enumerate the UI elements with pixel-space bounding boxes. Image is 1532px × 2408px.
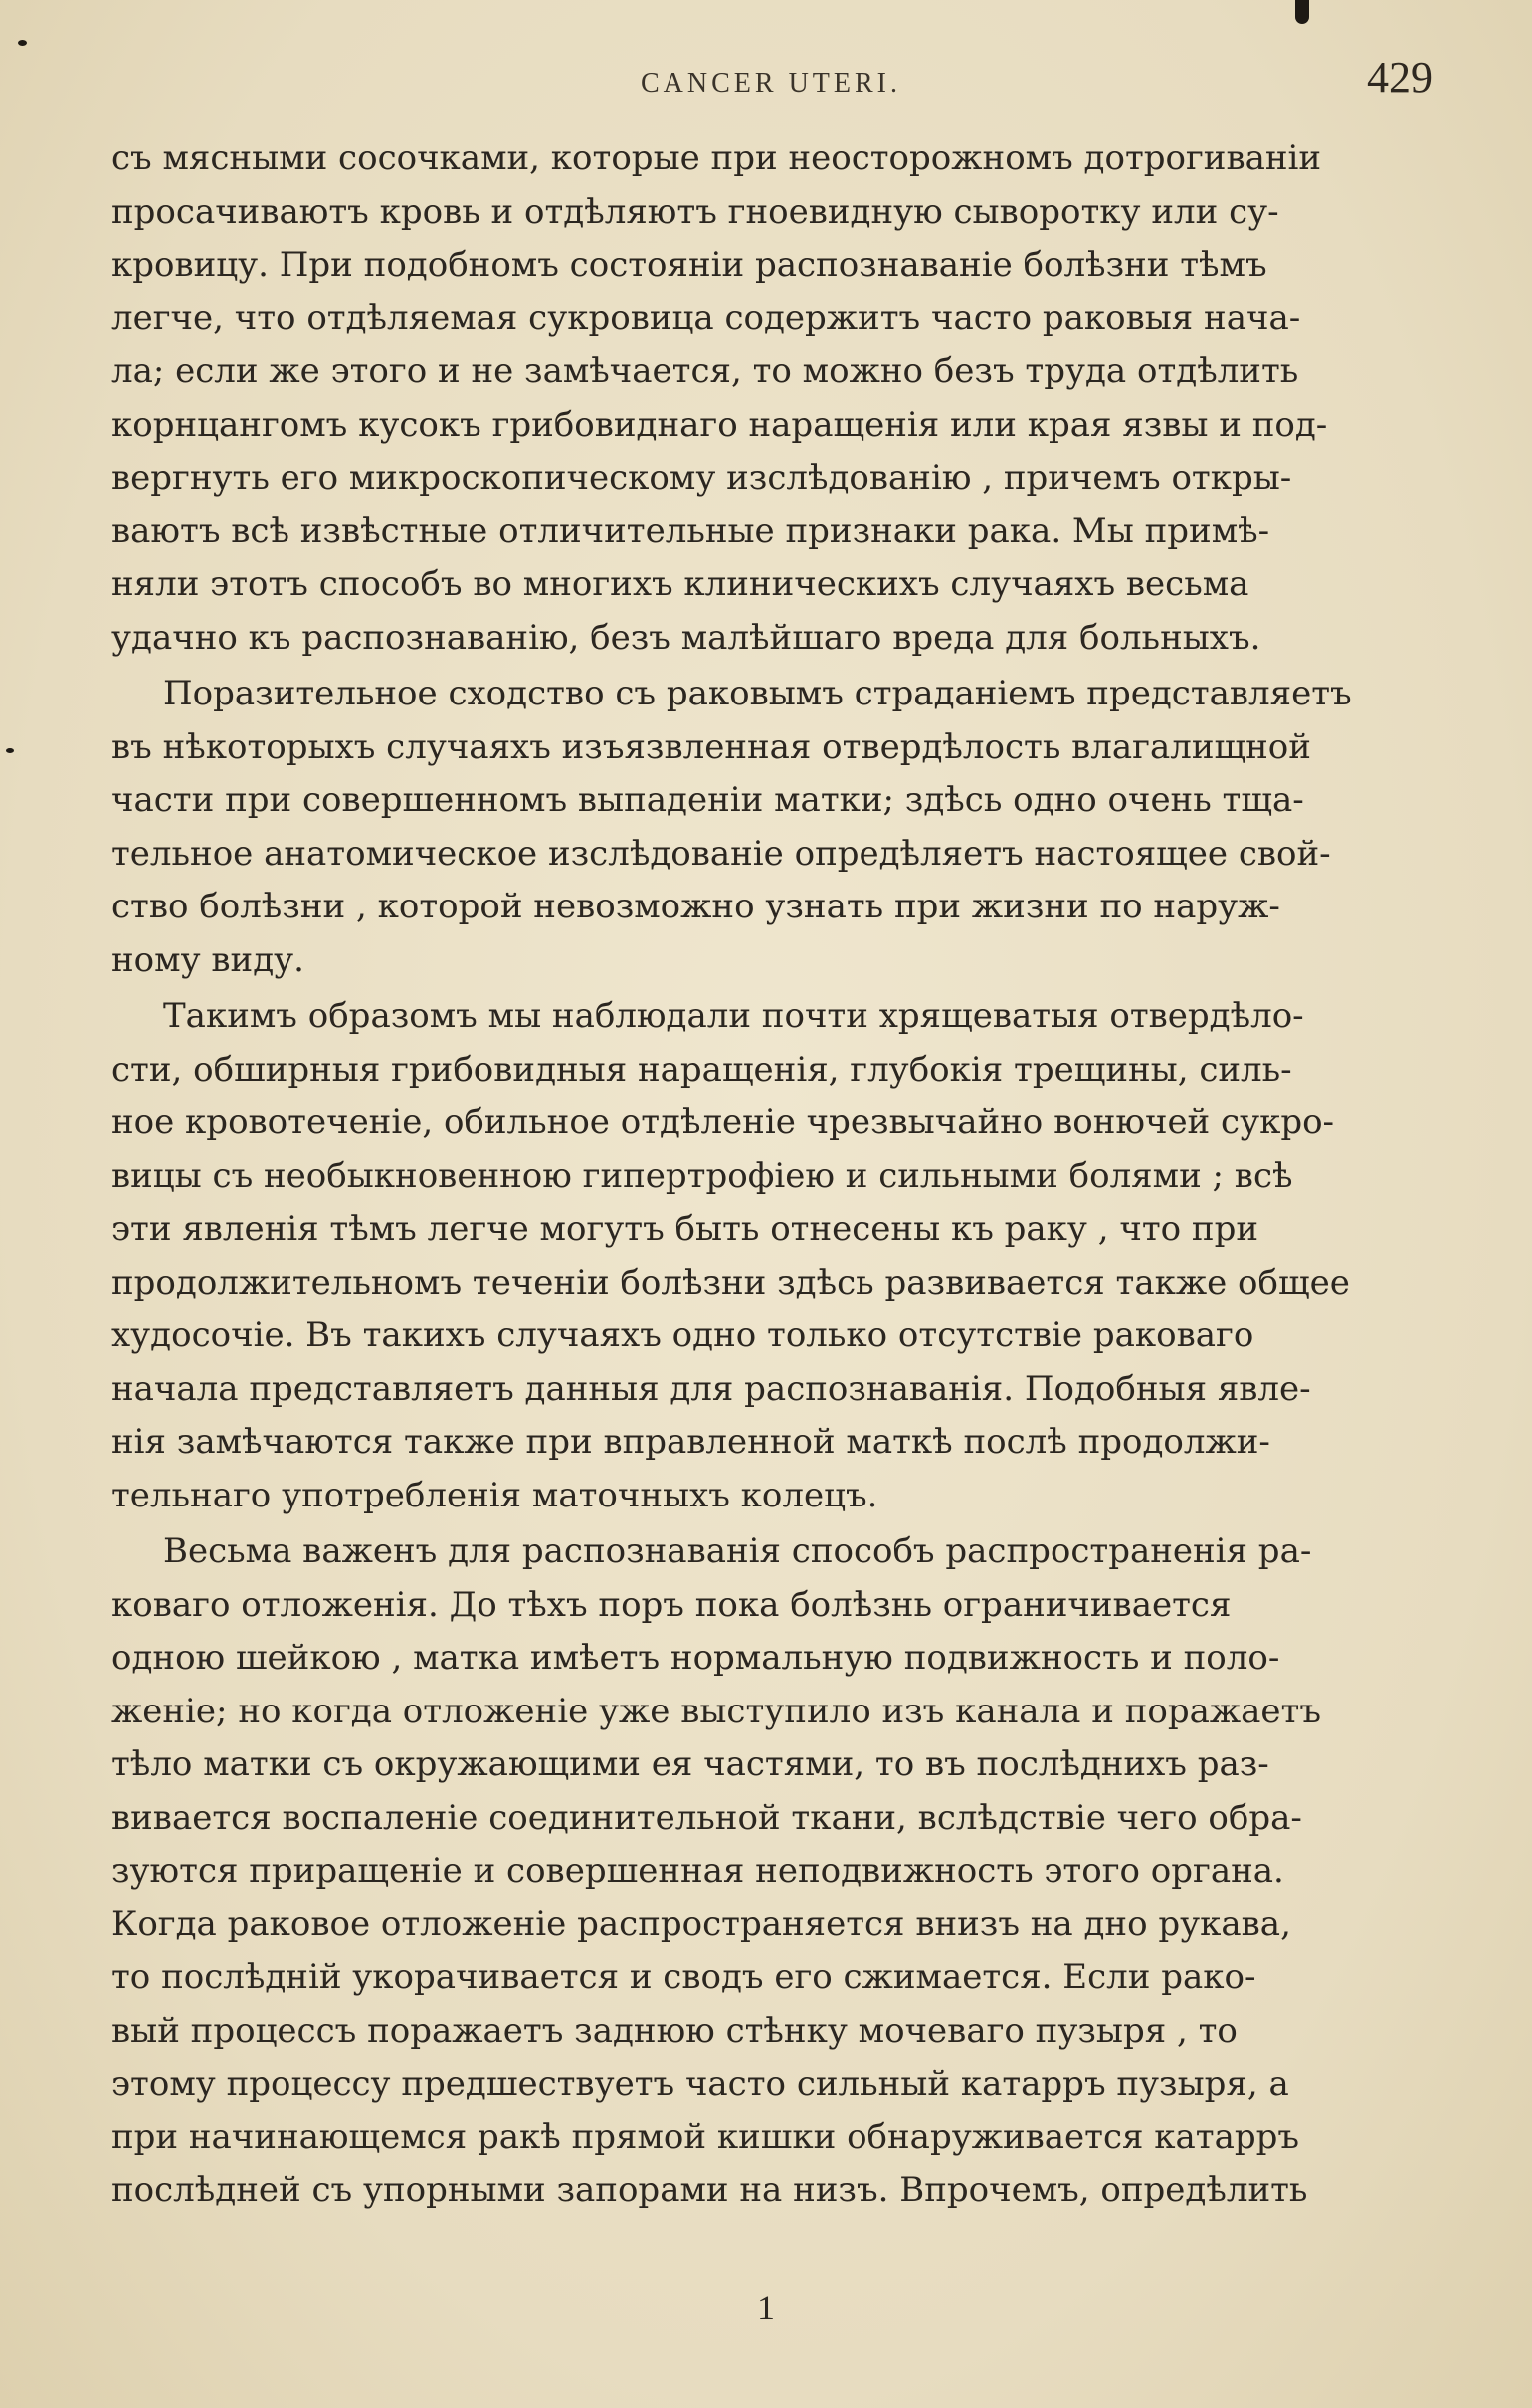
signature-mark: 1	[757, 2288, 775, 2327]
body-text	[111, 132, 1435, 2221]
page-number: 429	[1367, 53, 1433, 101]
ink-dot	[6, 748, 14, 753]
page-header	[109, 52, 1433, 111]
paragraph: съ мясными сосочками, которые при неосторожномъ дотрогиванiи просачиваютъ кровь и отдѣляютъ гноевидную сыворотку или су- кровицу. При подобномъ состоянiи распознаванiе болѣзни тѣмъ легче, что отдѣляемая сукровица содержитъ часто раковыя нача- ла; если же этого и не замѣчается, то можно безъ труда отдѣлить корнцангомъ кусокъ грибовиднаго наращенiя или края язвы и под- вергнуть его микроскопическому изслѣдованiю , причемъ откры- ваютъ всѣ извѣстные отличительные признаки рака. Мы примѣ- няли этотъ способъ во многихъ клиническихъ случаяхъ весьма удачно къ распознаванiю, безъ малѣйшаго вреда для больныхъ.	[111, 138, 1328, 658]
paragraph: Такимъ образомъ мы наблюдали почти хрящеватыя отвердѣло- сти, обширныя грибовидныя наращенiя, глубокiя трещины, силь- ное кровотеченiе, обильное отдѣленiе чрезвычайно вонючей сукро- вицы съ необыкновенною гипертрофiею и сильными болями ; всѣ эти явленiя тѣмъ легче могутъ быть отнесены къ раку , что при продолжительномъ теченiи болѣзни здѣсь развивается также общее худосочiе. Въ такихъ случаяхъ одно только отсутствiе раковаго начала представляетъ данныя для распознаванiя. Подобныя явле- нiя замѣчаются также при вправленной маткѣ послѣ продолжи- тельнаго употребленiя маточныхъ колецъ.	[111, 996, 1350, 1515]
paragraph: Весьма важенъ для распознаванiя способъ распространенiя ра- коваго отложенiя. До тѣхъ поръ пока болѣзнь ограничивается одною шейкою , матка имѣетъ нормальную подвижность и поло- женiе; но когда отложенiе уже выступило изъ канала и поражаетъ тѣло матки съ окружающими ея частями, то въ послѣднихъ раз- вивается воспаленiе соединительной ткани, вслѣдствiе чего обра- зуются приращенiе и совершенная неподвижность этого органа. Когда раковое отложенiе распространяется внизъ на дно рукава, то послѣднiй укорачивается и сводъ его сжимается. Если рако- вый процессъ поражаетъ заднюю стѣнку мочеваго пузыря , то этому процессу предшествуетъ часто сильный катарръ пузыря, а при начинающемся ракѣ прямой кишки обнаруживается катарръ послѣдней съ упорными запорами на низъ. Впрочемъ, опредѣлить	[111, 1531, 1321, 2210]
ink-dot	[18, 40, 27, 46]
ink-mark	[1295, 0, 1309, 24]
running-title: CANCER UTERI.	[641, 68, 901, 99]
paragraph: Поразительное сходство съ раковымъ страданiемъ представляетъ въ нѣкоторыхъ случаяхъ изъязвленная отвердѣлость влагалищной части при совершенномъ выпаденiи матки; здѣсь одно очень тща- тельное анатомическое изслѣдованiе опредѣляетъ настоящее свой- ство болѣзни , которой невозможно узнать при жизни по наруж- ному виду.	[111, 674, 1352, 980]
